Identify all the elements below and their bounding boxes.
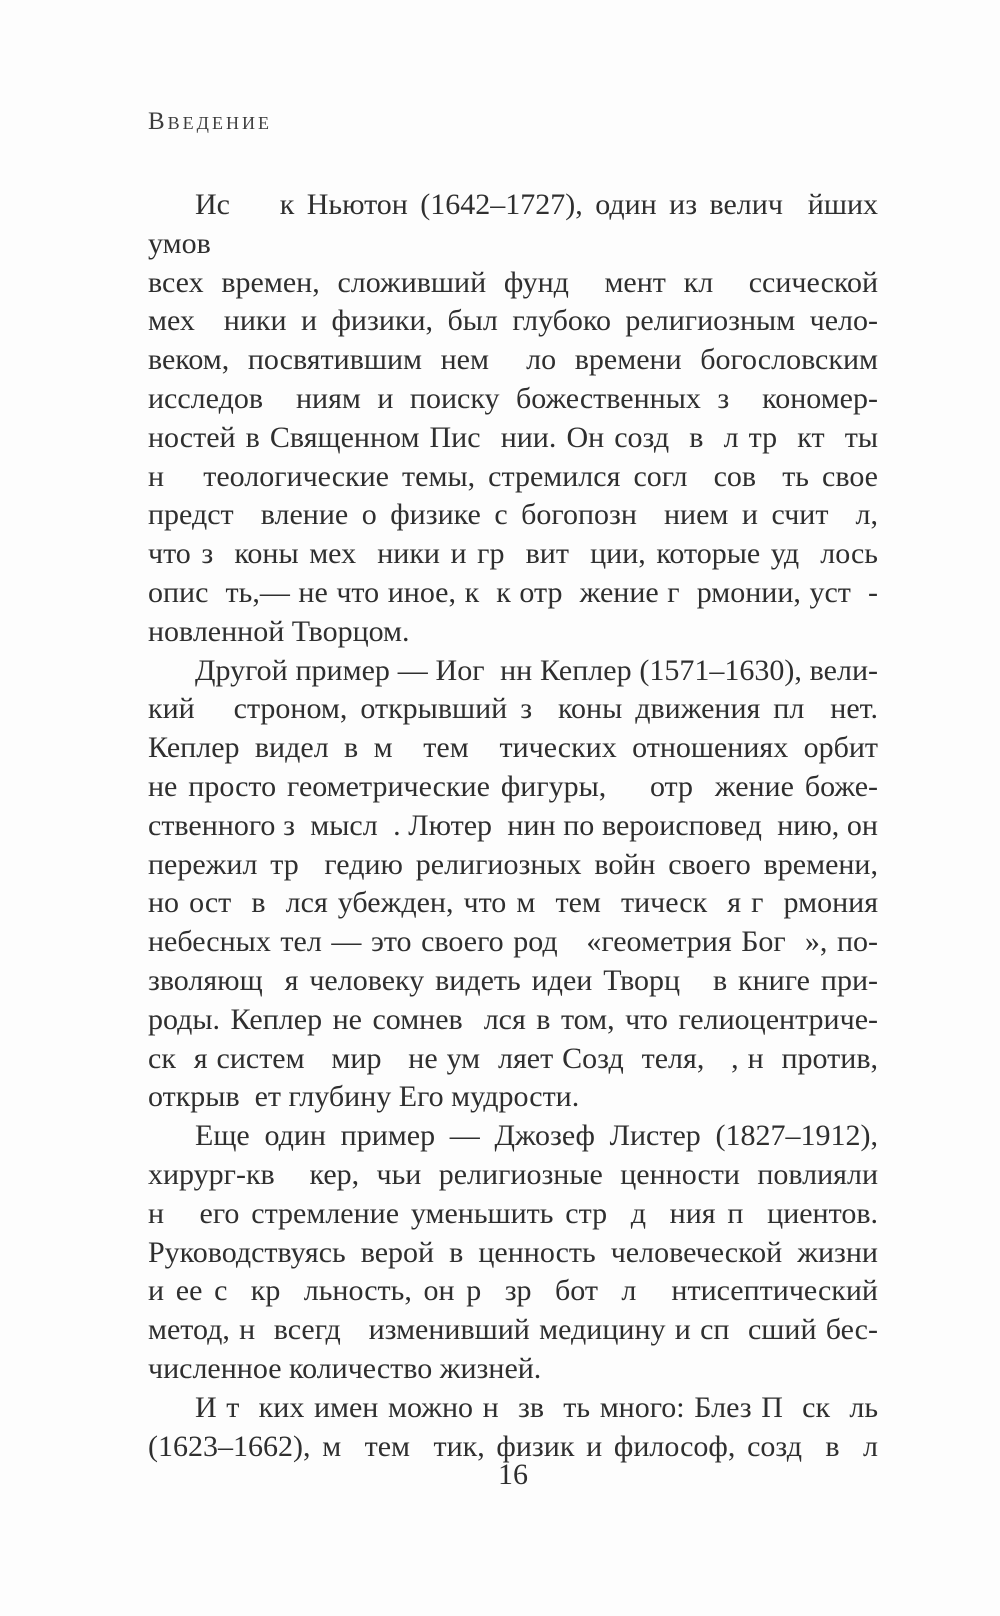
- text-line: всех времен, сложивший фунд мент кл ссической: [148, 265, 878, 299]
- text-line: открыв ет глубину Его мудрости.: [148, 1080, 580, 1114]
- running-header: Введение: [148, 108, 272, 135]
- text-line: веком, посвятившим нем ло времени богословским: [148, 343, 878, 377]
- text-line: исследов ниям и поиску божественных з кономер-: [148, 381, 878, 415]
- paragraph-pascal: [148, 1389, 878, 1467]
- paragraph-newton: [148, 186, 878, 652]
- text-line: опис ть,— не что иное, к к отр жение г рмонии, уст -: [148, 575, 878, 609]
- paragraph-lister: [148, 1117, 878, 1389]
- text-line: численное количество жизней.: [148, 1351, 542, 1385]
- text-line: Еще один пример — Джозеф Листер (1827–1912),: [195, 1119, 878, 1153]
- text-line: И т ких имен можно н зв ть много: Блез П ск ль: [195, 1390, 878, 1424]
- text-line: н его стремление уменьшить стр д ния п циентов.: [148, 1196, 878, 1230]
- text-line: кий строном, открывший з коны движения пл нет.: [148, 692, 878, 726]
- text-line: мех ники и физики, был глубоко религиозным чело-: [148, 304, 878, 338]
- text-line: пережил тр гедию религиозных войн своего времени,: [148, 847, 878, 881]
- text-line: ск я систем мир не ум ляет Созд теля, , н против,: [148, 1041, 878, 1075]
- text-line: ственного з мысл . Лютер нин по вероисповед нию, он: [148, 808, 878, 842]
- text-line: новленной Творцом.: [148, 614, 410, 648]
- text-line: что з коны мех ники и гр вит ции, которые уд лось: [148, 537, 878, 571]
- text-line: ностей в Священном Пис нии. Он созд в л тр кт ты: [148, 420, 878, 454]
- text-line: и ее с кр льность, он р зр бот л нтисептический: [148, 1274, 878, 1308]
- text-line: Ис к Ньютон (1642–1727), один из велич йших умов: [148, 188, 878, 260]
- text-line: н теологические темы, стремился согл сов ть свое: [148, 459, 878, 493]
- paragraph-kepler: [148, 652, 878, 1118]
- text-line: предст вление о физике с богопозн нием и счит л,: [148, 498, 878, 532]
- text-line: но ост в лся убежден, что м тем тическ я г рмония: [148, 886, 878, 920]
- text-line: Другой пример — Иог нн Кеплер (1571–1630), вели-: [195, 653, 878, 687]
- text-line: Кеплер видел в м тем тических отношениях орбит: [148, 731, 878, 765]
- page-number: 16: [498, 1458, 528, 1491]
- text-line: хирург-кв кер, чьи религиозные ценности повлияли: [148, 1157, 878, 1191]
- text-line: небесных тел — это своего род «геометрия Бог », по-: [148, 925, 878, 959]
- text-line: Руководствуясь верой в ценность человеческой жизни: [148, 1235, 878, 1269]
- text-line: роды. Кеплер не сомнев лся в том, что гелиоцентриче-: [148, 1002, 878, 1036]
- text-line: (1623–1662), м тем тик, физик и философ, созд в л: [148, 1429, 878, 1463]
- text-line: не просто геометрические фигуры, отр жение боже-: [148, 769, 878, 803]
- text-line: зволяющ я человеку видеть идеи Творц в книге при-: [148, 963, 878, 997]
- body-text: [148, 186, 878, 1466]
- text-line: метод, н всегд изменивший медицину и сп сший бес-: [148, 1313, 878, 1347]
